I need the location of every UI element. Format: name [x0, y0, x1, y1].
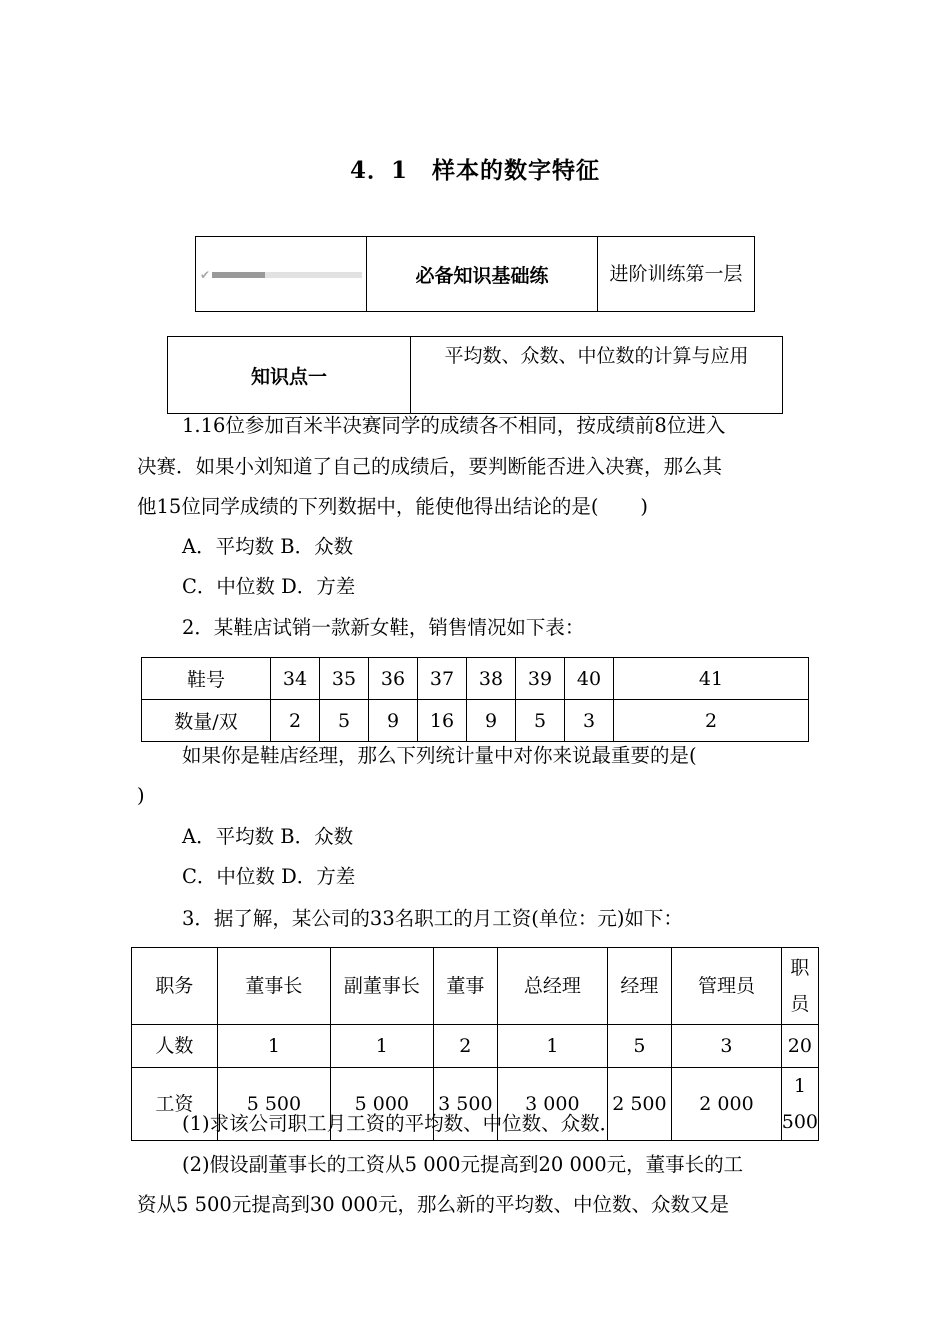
q3-part2-line1: (2)假设副董事长的工资从5 000元提高到20 000元，董事长的工: [182, 1153, 744, 1176]
level-label: 进阶训练第一层: [598, 237, 755, 312]
table-cell: 工资: [132, 1068, 218, 1141]
q1-options-ab: A．平均数 B．众数: [182, 535, 354, 558]
table-cell: 40: [565, 658, 614, 700]
table-cell: 5: [607, 1025, 672, 1068]
table-cell: 3: [565, 700, 614, 742]
table-cell: 39: [516, 658, 565, 700]
table-cell: 2: [614, 700, 809, 742]
table-cell: 2 000: [672, 1068, 782, 1141]
table-cell: 5: [320, 700, 369, 742]
section-header-table: [195, 236, 755, 312]
table-cell: 3 500: [433, 1068, 498, 1141]
q1-line1: 1.16位参加百米半决赛同学的成绩各不相同，按成绩前8位进入: [182, 414, 726, 437]
q2-options-cd: C．中位数 D．方差: [182, 865, 356, 888]
table-cell: 职员: [781, 948, 818, 1025]
progress-bar: [212, 272, 362, 278]
knowledge-topic: 平均数、众数、中位数的计算与应用: [411, 337, 783, 414]
table-cell: 5 000: [331, 1068, 433, 1141]
table-cell: 9: [467, 700, 516, 742]
table-cell: 3 000: [498, 1068, 607, 1141]
q2-question-line1: 如果你是鞋店经理，那么下列统计量中对你来说最重要的是(: [182, 744, 697, 767]
q1-line2: 决赛．如果小刘知道了自己的成绩后，要判断能否进入决赛，那么其: [137, 455, 723, 478]
knowledge-table: [167, 336, 783, 414]
table-cell: 董事: [433, 948, 498, 1025]
table-cell: 2 500: [607, 1068, 672, 1141]
progress-fill: [212, 272, 265, 278]
table-cell: 1: [331, 1025, 433, 1068]
shoe-sales-table: [141, 657, 809, 742]
table-cell: 3: [672, 1025, 782, 1068]
table-cell: 1: [217, 1025, 330, 1068]
table-cell: 20: [781, 1025, 818, 1068]
knowledge-label: 知识点一: [168, 337, 411, 414]
table-cell: 37: [418, 658, 467, 700]
q1-line3-text: 他15位同学成绩的下列数据中，能使他得出结论的是(: [137, 495, 599, 518]
section-label: 必备知识基础练: [367, 237, 598, 312]
table-cell: 41: [614, 658, 809, 700]
table-cell: 36: [369, 658, 418, 700]
table-cell: 5: [516, 700, 565, 742]
table-cell: 1: [498, 1025, 607, 1068]
table-row: [142, 658, 809, 700]
table-cell: 34: [271, 658, 320, 700]
q1-line3: [137, 486, 648, 527]
table-cell: 5 500: [217, 1068, 330, 1141]
table-cell: 38: [467, 658, 516, 700]
table-cell: 9: [369, 700, 418, 742]
q1-close-paren: ): [640, 495, 649, 518]
table-row: [132, 948, 819, 1025]
table-cell: 数量/双: [142, 700, 271, 742]
q2-question-line2: ): [137, 784, 145, 807]
table-row: [132, 1025, 819, 1068]
table-cell: 经理: [607, 948, 672, 1025]
table-cell: 管理员: [672, 948, 782, 1025]
q3-intro: 3．据了解，某公司的33名职工的月工资(单位：元)如下：: [182, 907, 683, 930]
table-cell: 职务: [132, 948, 218, 1025]
table-cell: 16: [418, 700, 467, 742]
table-cell: 2: [271, 700, 320, 742]
progress-cell: [196, 237, 367, 312]
q2-intro: 2．某鞋店试销一款新女鞋，销售情况如下表：: [182, 616, 585, 639]
q2-options-ab: A．平均数 B．众数: [182, 825, 354, 848]
q3-part2-line2: 资从5 500元提高到30 000元，那么新的平均数、中位数、众数又是: [137, 1193, 730, 1216]
table-cell: 副董事长: [331, 948, 433, 1025]
q3-part1: (1)求该公司职工月工资的平均数、中位数、众数．: [182, 1112, 620, 1135]
check-icon: ✔: [199, 268, 211, 282]
table-cell: 2: [433, 1025, 498, 1068]
q1-options-cd: C．中位数 D．方差: [182, 575, 356, 598]
table-cell: 总经理: [498, 948, 607, 1025]
table-cell: 人数: [132, 1025, 218, 1068]
table-cell: 鞋号: [142, 658, 271, 700]
page-title: 4．1 样本的数字特征: [349, 157, 600, 184]
table-cell: 1 500: [781, 1068, 818, 1141]
table-cell: 35: [320, 658, 369, 700]
table-cell: 董事长: [217, 948, 330, 1025]
